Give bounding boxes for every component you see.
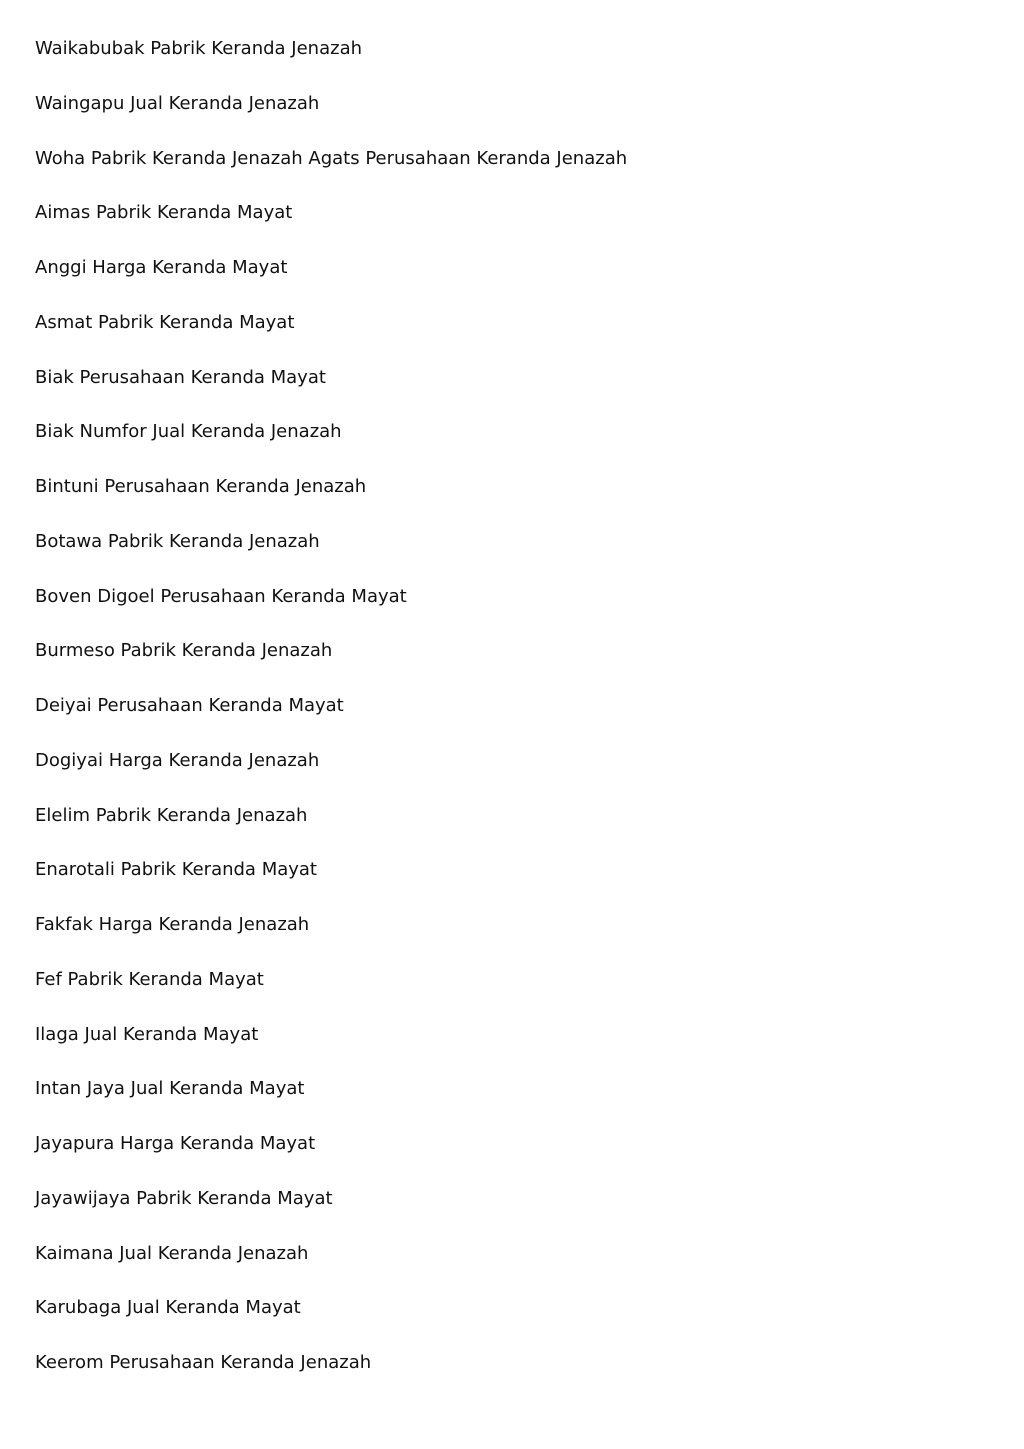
text-line: Karubaga Jual Keranda Mayat — [35, 1297, 301, 1319]
text-line-list — [35, 37, 627, 1406]
text-line: Kaimana Jual Keranda Jenazah — [35, 1242, 309, 1264]
text-line: Boven Digoel Perusahaan Keranda Mayat — [35, 585, 407, 607]
text-line: Asmat Pabrik Keranda Mayat — [35, 311, 295, 333]
text-line: Waingapu Jual Keranda Jenazah — [35, 92, 320, 114]
text-line: Deiyai Perusahaan Keranda Mayat — [35, 695, 344, 716]
text-line: Intan Jaya Jual Keranda Mayat — [35, 1078, 305, 1100]
text-line: Ilaga Jual Keranda Mayat — [35, 1023, 259, 1045]
text-line: Fef Pabrik Keranda Mayat — [35, 968, 264, 990]
text-line: Waikabubak Pabrik Keranda Jenazah — [35, 38, 363, 59]
text-line: Biak Perusahaan Keranda Mayat — [35, 366, 326, 388]
text-line: Elelim Pabrik Keranda Jenazah — [35, 804, 308, 826]
text-line: Woha Pabrik Keranda Jenazah Agats Perusahaan Keranda Jenazah — [35, 147, 628, 169]
text-line: Fakfak Harga Keranda Jenazah — [35, 914, 310, 935]
text-line: Anggi Harga Keranda Mayat — [35, 257, 288, 278]
text-line: Enarotali Pabrik Keranda Mayat — [35, 859, 317, 881]
text-line: Bintuni Perusahaan Keranda Jenazah — [35, 476, 367, 497]
text-line: Burmeso Pabrik Keranda Jenazah — [35, 640, 333, 662]
text-line: Aimas Pabrik Keranda Mayat — [35, 202, 293, 224]
text-line: Jayapura Harga Keranda Mayat — [35, 1133, 316, 1154]
text-line: Biak Numfor Jual Keranda Jenazah — [35, 421, 342, 443]
text-line: Keerom Perusahaan Keranda Jenazah — [35, 1352, 372, 1373]
text-line: Dogiyai Harga Keranda Jenazah — [35, 749, 320, 771]
text-line: Botawa Pabrik Keranda Jenazah — [35, 530, 320, 552]
text-line: Jayawijaya Pabrik Keranda Mayat — [35, 1187, 333, 1209]
